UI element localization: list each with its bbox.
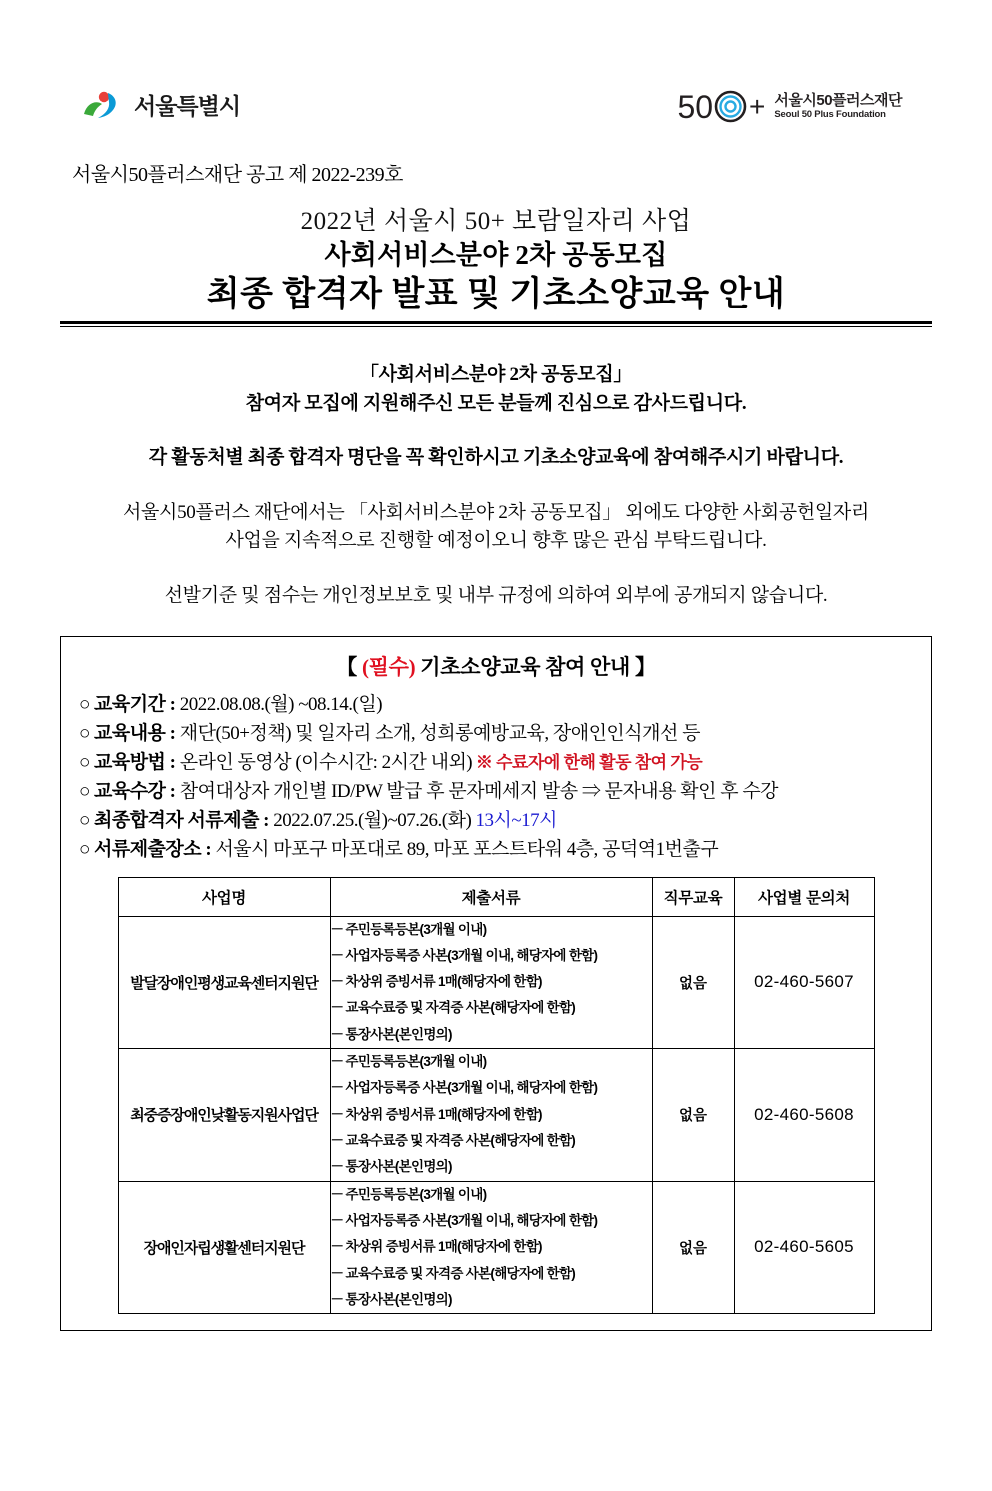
cell-contact-phone: 02-460-5607: [734, 916, 874, 1049]
dash-bullet-icon: －: [330, 1159, 344, 1175]
bullet-marker-icon: ○: [79, 838, 90, 860]
seoul-city-emblem-icon: [82, 90, 128, 120]
heading-bracket-open: 【: [336, 655, 357, 680]
table-body: [118, 916, 874, 1314]
page-title-group: [60, 205, 932, 327]
intro-block-1: [60, 361, 932, 418]
title-line-3: 최종 합격자 발표 및 기초소양교육 안내: [206, 276, 786, 314]
intro-1-line-1: 「사회서비스분야 2차 공동모집」: [359, 364, 633, 386]
bullet-label: 교육기간 :: [93, 694, 180, 716]
document-list-item: － 주민등록등본(3개월 이내): [331, 1049, 652, 1075]
table-row: [118, 1049, 874, 1182]
document-list-item: － 사업자등록증 사본(3개월 이내, 해당자에 한함): [331, 1075, 652, 1101]
bullet-marker-icon: ○: [79, 723, 90, 745]
document-list-item: － 교육수료증 및 자격증 사본(해당자에 한함): [331, 995, 652, 1021]
info-bullet-list: [77, 691, 915, 864]
cell-required-documents: [330, 1181, 652, 1314]
table-row: [118, 1181, 874, 1314]
bullet-label: 교육내용 :: [93, 723, 180, 745]
training-info-box: [60, 636, 932, 1331]
document-list-item: － 교육수료증 및 자격증 사본(해당자에 한함): [331, 1128, 652, 1154]
plus-sign-text: +: [749, 90, 766, 122]
cell-contact-phone: 02-460-5608: [734, 1049, 874, 1182]
title-line-1: 2022년 서울시 50+ 보람일자리 사업: [300, 208, 692, 235]
bullet-label: 서류제출장소 :: [93, 838, 216, 860]
dash-bullet-icon: －: [330, 1026, 344, 1042]
bullet-marker-icon: ○: [79, 809, 90, 831]
intro-2-line-1: 각 활동처별 최종 합격자 명단을 꼭 확인하시고 기초소양교육에 참여해주시기 바랍니다.: [148, 447, 844, 469]
fifty-plus-mark-icon: [677, 90, 765, 123]
bullet-value: 서울시 마포구 마포대로 89, 마포 포스트타워 4층, 공덕역1번출구: [215, 838, 719, 860]
document-list-item: － 통장사본(본인명의): [331, 1287, 652, 1313]
info-bullet-6: [79, 836, 913, 865]
bullet-marker-icon: ○: [79, 780, 90, 802]
info-bullet-1: [79, 691, 913, 720]
table-row: [118, 916, 874, 1049]
dash-bullet-icon: －: [330, 1054, 344, 1070]
foundation-logo-wordmark: [774, 92, 902, 120]
intro-block-3: [60, 499, 932, 556]
dash-bullet-icon: －: [330, 1291, 344, 1307]
dash-bullet-icon: －: [330, 1186, 344, 1202]
heading-text: 기초소양교육 참여 안내: [420, 655, 631, 680]
dash-bullet-icon: －: [330, 921, 344, 937]
dash-bullet-icon: －: [330, 1000, 344, 1016]
intro-block-2: [60, 444, 932, 473]
cell-required-documents: [330, 1049, 652, 1182]
document-list-item: － 통장사본(본인명의): [331, 1022, 652, 1048]
dash-bullet-icon: －: [330, 1265, 344, 1281]
cell-job-training: 없음: [652, 1049, 734, 1182]
document-list-item: － 주민등록등본(3개월 이내): [331, 1182, 652, 1208]
bullet-label: 교육방법 :: [93, 752, 180, 774]
foundation-logo: [677, 90, 902, 123]
intro-paragraphs: [60, 361, 932, 610]
document-list-item: － 사업자등록증 사본(3개월 이내, 해당자에 한함): [331, 1208, 652, 1234]
dash-bullet-icon: －: [330, 1212, 344, 1228]
bullet-note: 13시~17시: [471, 809, 558, 831]
cell-job-training: 없음: [652, 916, 734, 1049]
document-list-item: － 주민등록등본(3개월 이내): [331, 917, 652, 943]
cell-program-name: 장애인자립생활센터지원단: [118, 1181, 330, 1314]
info-bullet-4: [79, 778, 913, 807]
dash-bullet-icon: －: [330, 947, 344, 963]
intro-block-4: [60, 582, 932, 611]
bullet-value: 2022.07.25.(월)~07.26.(화): [273, 809, 472, 831]
intro-3-line-1: 서울시50플러스 재단에서는 「사회서비스분야 2차 공동모집」 외에도 다양한 사회공헌일자리: [122, 501, 870, 523]
foundation-name-en: Seoul 50 Plus Foundation: [774, 108, 886, 120]
title-line-2: 사회서비스분야 2차 공동모집: [324, 240, 668, 270]
dash-bullet-icon: －: [330, 1080, 344, 1096]
heading-bracket-close: 】: [634, 655, 656, 680]
intro-1-line-2: 참여자 모집에 지원해주신 모든 분들께 진심으로 감사드립니다.: [245, 392, 747, 414]
title-divider: [60, 321, 932, 327]
seoul-city-logo: [82, 88, 240, 121]
bullet-value: 온라인 동영상 (이수시간: 2시간 내외): [179, 752, 473, 774]
document-list-item: － 사업자등록증 사본(3개월 이내, 해당자에 한함): [331, 943, 652, 969]
bullet-note: ※ 수료자에 한해 활동 참여 가능: [472, 753, 703, 773]
seoul-city-logo-text: 서울특별시: [134, 93, 241, 119]
submission-documents-table: [118, 877, 875, 1315]
bullet-marker-icon: ○: [79, 694, 90, 716]
header-logo-row: [60, 88, 932, 150]
cell-job-training: 없음: [652, 1181, 734, 1314]
bullet-marker-icon: ○: [79, 752, 90, 774]
table-header-documents: 제출서류: [330, 877, 652, 916]
bullet-value: 재단(50+정책) 및 일자리 소개, 성희롱예방교육, 장애인인식개선 등: [179, 723, 700, 745]
dash-bullet-icon: －: [330, 1133, 344, 1149]
cell-required-documents: [330, 916, 652, 1049]
bullet-value: 참여대상자 개인별 ID/PW 발급 후 문자메세지 발송 ⇒ 문자내용 확인 후 수강: [179, 780, 779, 802]
info-bullet-2: [79, 720, 913, 749]
table-header-contact: 사업별 문의처: [734, 877, 874, 916]
document-list-item: － 차상위 증빙서류 1매(해당자에 한함): [331, 1234, 652, 1260]
table-header-job-training: 직무교육: [652, 877, 734, 916]
cell-program-name: 최중증장애인낮활동지원사업단: [118, 1049, 330, 1182]
foundation-name-kr: 서울시50플러스재단: [774, 92, 902, 110]
info-bullet-3: [79, 749, 913, 778]
intro-4-line-1: 선발기준 및 점수는 개인정보보호 및 내부 규정에 의하여 외부에 공개되지 않습니다.: [164, 584, 828, 606]
table-header-program-name: 사업명: [118, 877, 330, 916]
info-bullet-5: [79, 807, 913, 836]
cell-contact-phone: 02-460-5605: [734, 1181, 874, 1314]
table-header-row: [118, 877, 874, 916]
bullet-label: 최종합격자 서류제출 :: [93, 809, 274, 831]
dash-bullet-icon: －: [330, 1239, 344, 1255]
concentric-rings-icon: [714, 90, 747, 123]
intro-3-line-2: 사업을 지속적으로 진행할 예정이오니 향후 많은 관심 부탁드립니다.: [225, 530, 767, 552]
document-page: [0, 88, 992, 1491]
cell-program-name: 발달장애인평생교육센터지원단: [118, 916, 330, 1049]
heading-required-tag: (필수): [361, 655, 416, 680]
fifty-digits-text: 50: [677, 88, 714, 125]
bullet-label: 교육수강 :: [93, 780, 180, 802]
bullet-value: 2022.08.08.(월) ~08.14.(일): [179, 694, 383, 716]
info-box-heading: [77, 651, 915, 681]
document-list-item: － 차상위 증빙서류 1매(해당자에 한함): [331, 969, 652, 995]
document-list-item: － 교육수료증 및 자격증 사본(해당자에 한함): [331, 1261, 652, 1287]
dash-bullet-icon: －: [330, 974, 344, 990]
document-list-item: － 차상위 증빙서류 1매(해당자에 한함): [331, 1102, 652, 1128]
document-list-item: － 통장사본(본인명의): [331, 1154, 652, 1180]
announcement-number: 서울시50플러스재단 공고 제 2022-239호: [72, 164, 403, 186]
dash-bullet-icon: －: [330, 1106, 344, 1122]
